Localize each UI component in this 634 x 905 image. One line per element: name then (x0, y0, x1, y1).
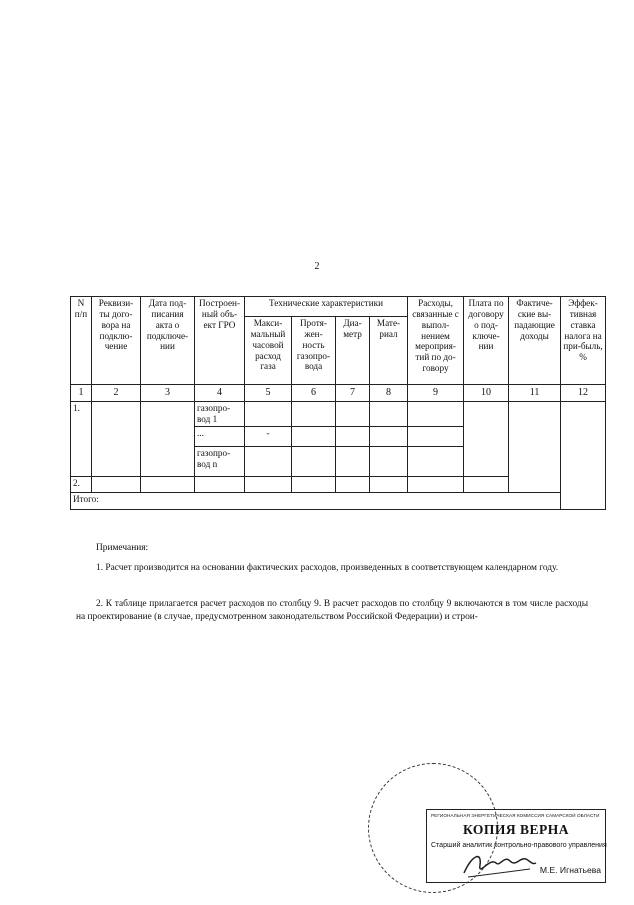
header-fee: Плата по договору о под-ключе-нии (464, 297, 509, 385)
col-num: 12 (561, 385, 606, 402)
table-cell (292, 427, 336, 447)
notes-title-text: Примечания: (96, 543, 149, 553)
table-cell (92, 477, 141, 493)
table-cell (370, 447, 408, 477)
table-row (71, 402, 606, 427)
header-requisites: Реквизи-ты дого-вора на подклю-чение (92, 297, 141, 385)
table-cell (141, 477, 195, 493)
header-act-date: Дата под-писания акта о подключе-нии (141, 297, 195, 385)
dash-cell: - (245, 427, 292, 447)
col-num: 1 (71, 385, 92, 402)
header-tech: Технические характеристики (245, 297, 408, 317)
table-cell (195, 477, 245, 493)
table-cell (509, 402, 561, 493)
signature-icon (460, 847, 540, 881)
col-num: 10 (464, 385, 509, 402)
note-2-text: 2. К таблице прилагается расчет расходов по столбцу 9. В расчет расходов по столбцу 9 включаются в том числе расходы на проектирование (в случае, предусмотренном законодательством Российской Федерации) и строи- (76, 599, 588, 622)
table-cell (464, 402, 509, 477)
header-row (71, 297, 606, 317)
table-cell (336, 447, 370, 477)
table-cell (561, 402, 606, 510)
table-cell (245, 477, 292, 493)
table-cell (245, 447, 292, 477)
table-cell (408, 477, 464, 493)
header-tax-rate: Эффек-тивная ставка налога на при-быль, % (561, 297, 606, 385)
col-num: 7 (336, 385, 370, 402)
stamp-position: Старший аналитик контрольно-правового управления (431, 842, 607, 849)
row-number: 2. (71, 477, 92, 493)
table-cell (370, 427, 408, 447)
ellipsis-cell: ... (195, 427, 245, 447)
col-num: 2 (92, 385, 141, 402)
header-diameter: Диа-метр (336, 317, 370, 385)
col-num: 6 (292, 385, 336, 402)
table-cell (336, 477, 370, 493)
stamp-title: КОПИЯ ВЕРНА (462, 822, 570, 837)
table-cell (370, 402, 408, 427)
header-lost-income: Фактиче-ские вы-падающие доходы (509, 297, 561, 385)
table-cell (141, 402, 195, 477)
table-cell (408, 402, 464, 427)
total-label: Итого: (71, 493, 561, 510)
note-2 (76, 598, 588, 623)
pipeline-n-label: газопро-вод n (195, 447, 245, 477)
table-cell (292, 477, 336, 493)
table-cell (292, 447, 336, 477)
column-numbers-row (71, 385, 606, 402)
header-expenses: Расходы, связанные с выпол-нением мероприя-тий по до-говору (408, 297, 464, 385)
header-length: Протя-жен-ность газопро-вода (292, 317, 336, 385)
table-cell (370, 477, 408, 493)
table-cell (464, 477, 509, 493)
total-row (71, 493, 606, 510)
notes-title (76, 542, 588, 555)
table-cell (245, 402, 292, 427)
header-max-rate: Макси-мальный часовой расход газа (245, 317, 292, 385)
col-num: 4 (195, 385, 245, 402)
page-number: 2 (314, 261, 320, 272)
col-num: 8 (370, 385, 408, 402)
header-material: Мате-риал (370, 317, 408, 385)
col-num: 3 (141, 385, 195, 402)
table-cell (336, 427, 370, 447)
col-num: 11 (509, 385, 561, 402)
table-cell (408, 447, 464, 477)
table-cell (292, 402, 336, 427)
pipeline-1-label: газопро-вод 1 (195, 402, 245, 427)
stamp-organization: РЕГИОНАЛЬНАЯ ЭНЕРГЕТИЧЕСКАЯ КОМИССИЯ САМАРСКОЙ ОБЛАСТИ (431, 813, 600, 818)
header-object: Построен-ный объ-ект ГРО (195, 297, 245, 385)
header-n: N п/п (71, 297, 92, 385)
col-num: 5 (245, 385, 292, 402)
table-cell (408, 427, 464, 447)
note-1 (76, 562, 588, 575)
note-1-text: 1. Расчет производится на основании фактических расходов, произведенных в соответствующем календарном году. (96, 563, 559, 573)
table-cell (336, 402, 370, 427)
stamp-name: М.Е. Игнатьева (539, 865, 601, 875)
expenses-table (70, 296, 606, 510)
table-cell (92, 402, 141, 477)
row-number: 1. (71, 402, 92, 477)
col-num: 9 (408, 385, 464, 402)
